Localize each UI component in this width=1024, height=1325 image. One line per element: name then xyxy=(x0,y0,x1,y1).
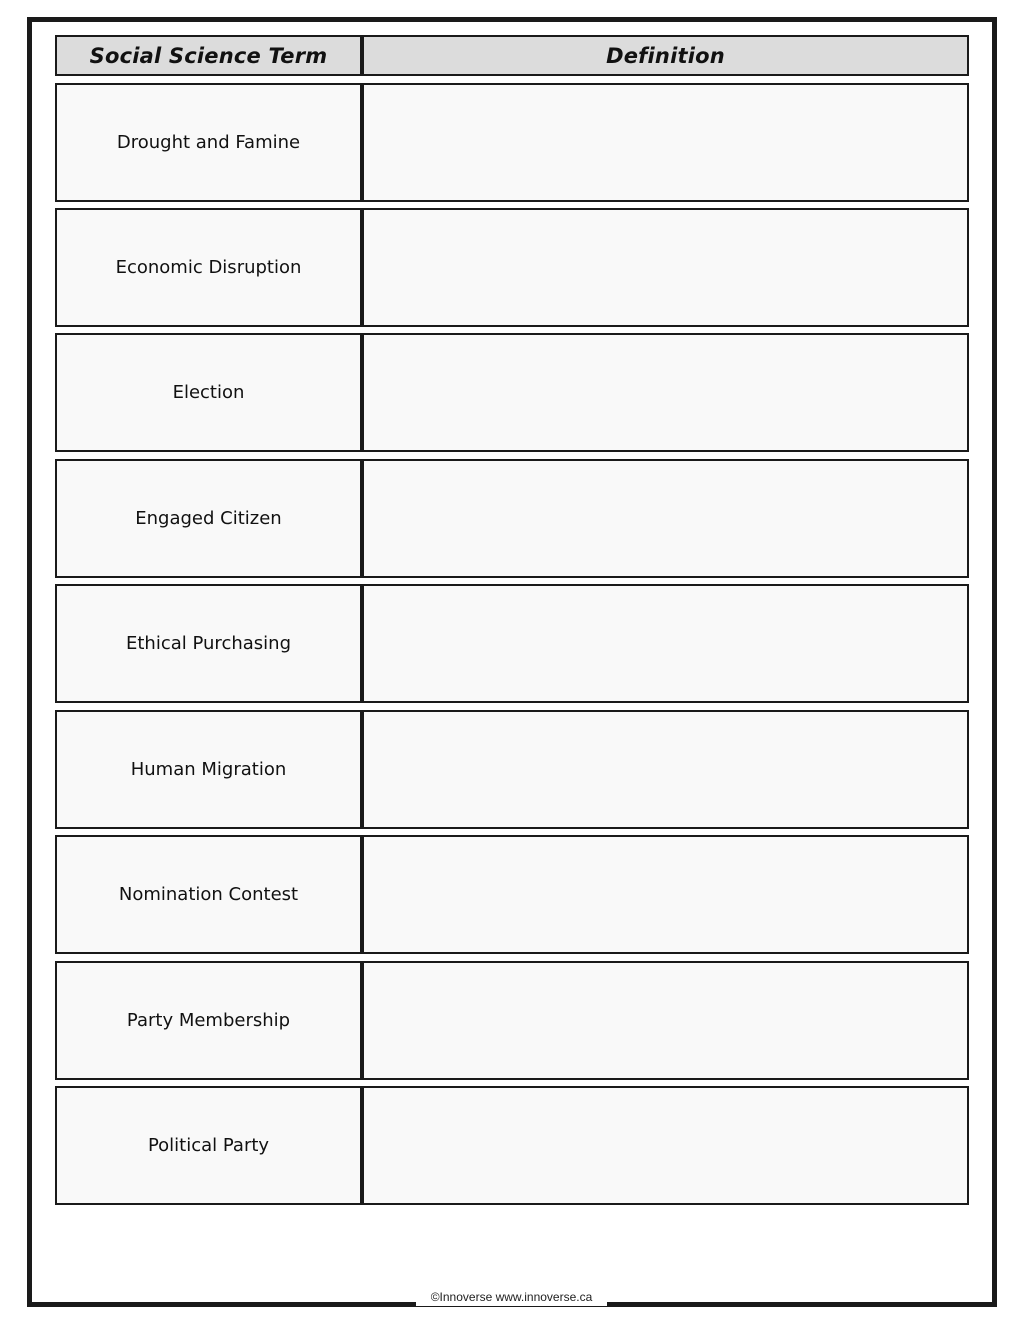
term-cell: Drought and Famine xyxy=(55,83,362,202)
term-cell: Political Party xyxy=(55,1086,362,1205)
term-cell: Engaged Citizen xyxy=(55,459,362,578)
term-cell: Party Membership xyxy=(55,961,362,1080)
definition-cell[interactable] xyxy=(362,710,969,829)
term-cell: Economic Disruption xyxy=(55,208,362,327)
footer-copyright: ©Innoverse www.innoverse.ca xyxy=(416,1288,607,1306)
term-cell: Human Migration xyxy=(55,710,362,829)
definition-cell[interactable] xyxy=(362,208,969,327)
definition-cell[interactable] xyxy=(362,459,969,578)
term-cell: Election xyxy=(55,333,362,452)
definition-cell[interactable] xyxy=(362,83,969,202)
definition-cell[interactable] xyxy=(362,961,969,1080)
definition-cell[interactable] xyxy=(362,584,969,703)
definition-cell[interactable] xyxy=(362,835,969,954)
term-cell: Ethical Purchasing xyxy=(55,584,362,703)
definition-cell[interactable] xyxy=(362,333,969,452)
header-definition: Definition xyxy=(362,35,969,76)
header-term: Social Science Term xyxy=(55,35,362,76)
definition-cell[interactable] xyxy=(362,1086,969,1205)
term-cell: Nomination Contest xyxy=(55,835,362,954)
